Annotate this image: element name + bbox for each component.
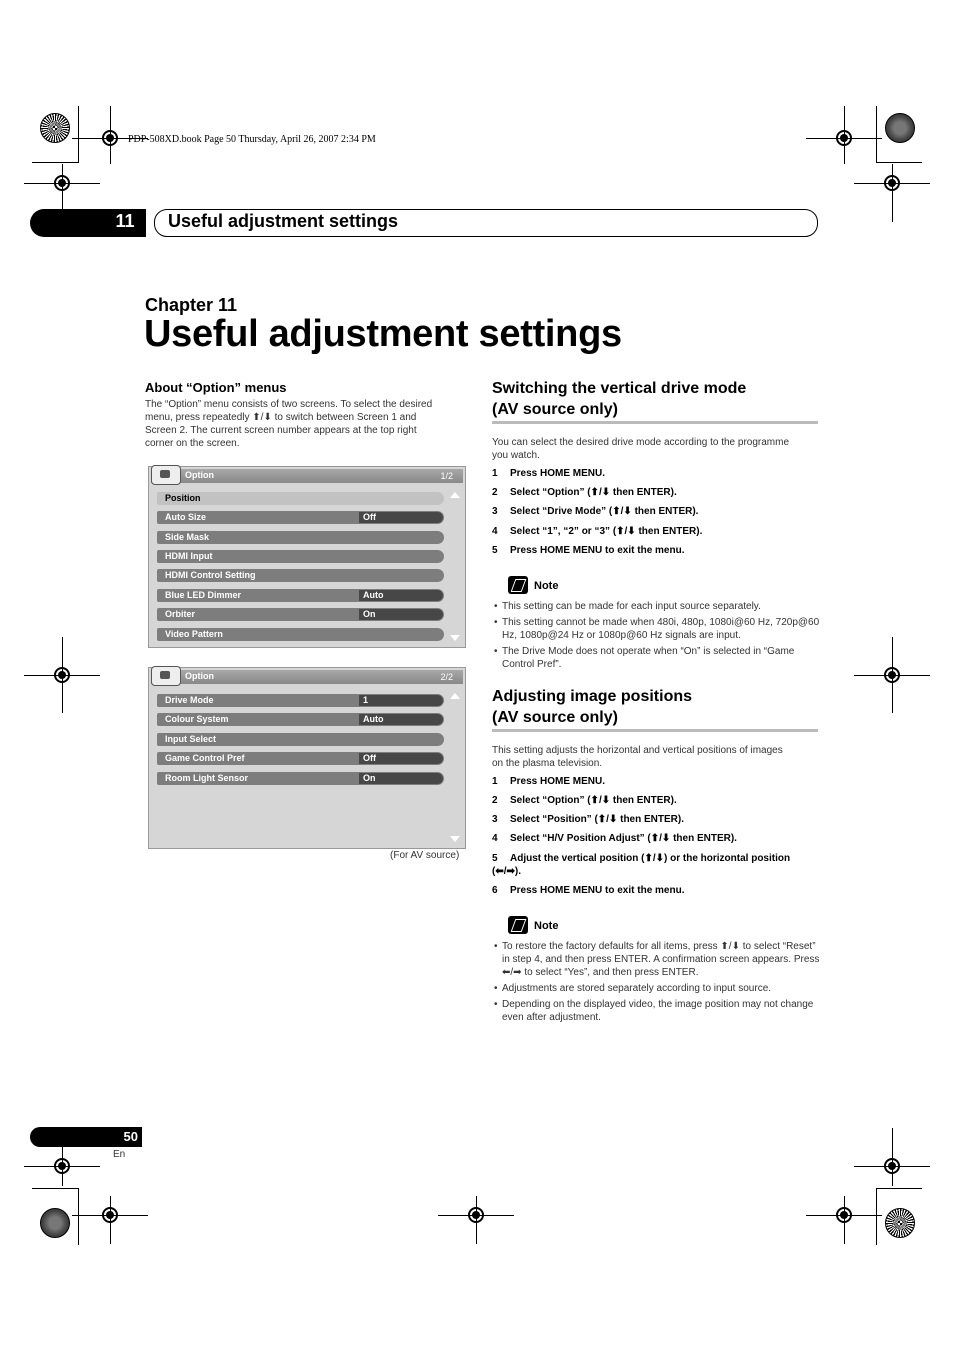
- registration-mark-icon: [51, 172, 73, 194]
- menu-item-video-pattern[interactable]: Video Pattern: [157, 628, 444, 641]
- option-menu-icon: [151, 465, 181, 485]
- registration-mark-icon: [881, 1155, 903, 1177]
- section-rule: [492, 421, 818, 424]
- registration-mark-icon: [51, 664, 73, 686]
- section2-step: 6 Press HOME MENU to exit the menu.: [492, 885, 685, 896]
- menu-caption: (For AV source): [390, 850, 460, 861]
- menu-item-game-control-pref[interactable]: Game Control Pref Off: [157, 752, 444, 765]
- registration-mark-icon: [881, 664, 903, 686]
- section1-step: 5 Press HOME MENU to exit the menu.: [492, 545, 685, 556]
- page-number: 50: [123, 1129, 138, 1144]
- section2-heading: Adjusting image positions (AV source only): [492, 688, 693, 726]
- section2-step: 1 Press HOME MENU.: [492, 776, 606, 787]
- chapter-number: 11: [115, 211, 135, 231]
- registration-mark-icon: [833, 127, 855, 149]
- color-target-icon: [885, 1208, 915, 1238]
- note-bullet: • This setting can be made for each input source separately.: [502, 600, 820, 613]
- page-language: En: [113, 1149, 126, 1160]
- section2-step: 3 Select “Position” (⬆/⬇ then ENTER).: [492, 814, 684, 825]
- scroll-up-icon: [450, 492, 460, 498]
- about-text: The “Option” menu consists of two screens. To select the desired menu, press repeatedly ⬆/⬇ to switch between Screen 1 and Screen 2. The current screen number appears at the top right corner on the screen.: [145, 399, 433, 449]
- menu-item-drive-mode[interactable]: Drive Mode 1: [157, 694, 444, 707]
- option-menu-screen-1: [148, 466, 466, 648]
- menu-item-orbiter[interactable]: Orbiter On: [157, 608, 444, 621]
- section2-step: 2 Select “Option” (⬆/⬇ then ENTER).: [492, 795, 677, 806]
- option-menu-icon: [151, 666, 181, 686]
- chapter-label: Chapter 11: [145, 295, 238, 315]
- section2-step-continued: (⬅/➡).: [492, 866, 521, 877]
- scroll-down-icon: [450, 635, 460, 641]
- menu-item-auto-size[interactable]: Auto Size Off: [157, 511, 444, 524]
- note-icon: [508, 576, 528, 594]
- section2-step: 5 Adjust the vertical position (⬆/⬇) or the horizontal position: [492, 853, 791, 864]
- registration-mark-icon: [99, 1204, 121, 1226]
- color-target-icon: [40, 1208, 70, 1238]
- note-label: Note: [534, 580, 559, 592]
- osd-title-bar: Option 1/2: [151, 469, 463, 483]
- menu-item-side-mask[interactable]: Side Mask: [157, 531, 444, 544]
- section1-heading: Switching the vertical drive mode (AV source only): [492, 380, 747, 418]
- note-label: Note: [534, 920, 559, 932]
- note-icon: [508, 916, 528, 934]
- section1-step: 2 Select “Option” (⬆/⬇ then ENTER).: [492, 487, 677, 498]
- color-target-icon: [885, 113, 915, 143]
- scroll-up-icon: [450, 693, 460, 699]
- scroll-down-icon: [450, 836, 460, 842]
- note-bullet: • The Drive Mode does not operate when “On” is selected in “Game Control Pref”.: [502, 645, 820, 671]
- header-title: Useful adjustment settings: [168, 211, 399, 231]
- color-target-icon: [40, 113, 70, 143]
- menu-item-hdmi-input[interactable]: HDMI Input: [157, 550, 444, 563]
- section1-step: 4 Select “1”, “2” or “3” (⬆/⬇ then ENTER).: [492, 526, 703, 537]
- menu-item-room-light-sensor[interactable]: Room Light Sensor On: [157, 772, 444, 785]
- section1-intro: You can select the desired drive mode according to the programme you watch.: [492, 437, 790, 461]
- book-info: PDP-508XD.book Page 50 Thursday, April 26, 2007 2:34 PM: [128, 134, 376, 145]
- menu-item-colour-system[interactable]: Colour System Auto: [157, 713, 444, 726]
- osd-title-bar: Option 2/2: [151, 670, 463, 684]
- registration-mark-icon: [51, 1155, 73, 1177]
- registration-mark-icon: [833, 1204, 855, 1226]
- note-bullet: • To restore the factory defaults for all items, press ⬆/⬇ to select “Reset” in step 4, and then press ENTER. A confirmation screen appears. Press ⬅/➡ to select “Yes”, and then press ENTER.: [502, 940, 820, 979]
- menu-item-position[interactable]: Position: [157, 492, 444, 505]
- section1-step: 3 Select “Drive Mode” (⬆/⬇ then ENTER).: [492, 506, 699, 517]
- option-menu-screen-2: [148, 667, 466, 849]
- section2-intro: This setting adjusts the horizontal and vertical positions of images on the plasma television.: [492, 745, 783, 769]
- section1-step: 1 Press HOME MENU.: [492, 468, 606, 479]
- about-heading: About “Option” menus: [145, 380, 287, 395]
- note-bullet: • Adjustments are stored separately according to input source.: [502, 982, 820, 995]
- menu-item-input-select[interactable]: Input Select: [157, 733, 444, 746]
- menu-item-blue-led-dimmer[interactable]: Blue LED Dimmer Auto: [157, 589, 444, 602]
- section-rule: [492, 729, 818, 732]
- note-bullet: • This setting cannot be made when 480i, 480p, 1080i@60 Hz, 720p@60 Hz, 1080p@24 Hz or 1080p@60 Hz signals are input.: [502, 616, 820, 642]
- menu-item-hdmi-control-setting[interactable]: HDMI Control Setting: [157, 569, 444, 582]
- registration-mark-icon: [465, 1204, 487, 1226]
- note-bullet: • Depending on the displayed video, the image position may not change even after adjustment.: [502, 998, 820, 1024]
- registration-mark-icon: [99, 127, 121, 149]
- registration-mark-icon: [881, 172, 903, 194]
- page-title: Useful adjustment settings: [144, 313, 622, 355]
- section2-step: 4 Select “H/V Position Adjust” (⬆/⬇ then ENTER).: [492, 833, 737, 844]
